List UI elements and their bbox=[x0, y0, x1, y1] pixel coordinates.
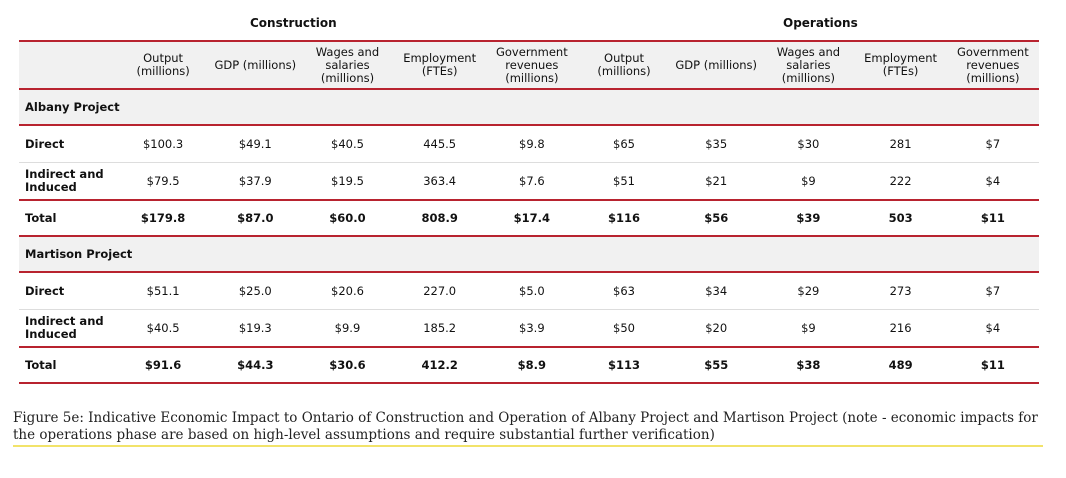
table-cell: 489 bbox=[855, 347, 947, 383]
table-cell: $9 bbox=[801, 174, 816, 188]
table-cell: $51 bbox=[613, 174, 635, 188]
table-cell: $179.8 bbox=[117, 200, 209, 236]
column-header: Employment (FTEs) bbox=[855, 41, 947, 89]
table-row bbox=[19, 163, 1039, 201]
table-cell: $30 bbox=[762, 125, 854, 163]
column-header: Wages and salaries (millions) bbox=[762, 41, 854, 89]
table-cell: $5.0 bbox=[486, 272, 578, 310]
table-cell: 227.0 bbox=[394, 272, 486, 310]
table-cell: $44.3 bbox=[209, 347, 301, 383]
economic-impact-table bbox=[19, 40, 1039, 384]
table-cell: $65 bbox=[578, 125, 670, 163]
table-cell: 273 bbox=[855, 272, 947, 310]
table-cell: $51.1 bbox=[117, 272, 209, 310]
table-cell: $7 bbox=[947, 125, 1039, 163]
table-cell: $60.0 bbox=[301, 200, 393, 236]
table-cell: $11 bbox=[947, 347, 1039, 383]
table-cell: $39 bbox=[762, 200, 854, 236]
row-label: Total bbox=[19, 347, 117, 383]
table-cell: $7 bbox=[947, 272, 1039, 310]
project-name: Martison Project bbox=[19, 236, 1039, 272]
table-cell: $29 bbox=[762, 272, 854, 310]
total-row bbox=[19, 200, 1039, 236]
table-cell: 216 bbox=[889, 321, 912, 335]
table-cell: $4 bbox=[985, 174, 1001, 188]
column-header: GDP (millions) bbox=[209, 41, 301, 89]
column-header: Employment (FTEs) bbox=[394, 41, 486, 89]
column-header: Government revenues (millions) bbox=[947, 41, 1039, 89]
column-header: GDP (millions) bbox=[670, 41, 762, 89]
column-header: Output (millions) bbox=[117, 41, 209, 89]
row-label: Indirect and Induced bbox=[25, 314, 104, 341]
table-cell: $91.6 bbox=[117, 347, 209, 383]
table-cell: $17.4 bbox=[486, 200, 578, 236]
construction-phase-heading: Construction bbox=[250, 16, 337, 30]
table-cell: $19.5 bbox=[331, 174, 364, 188]
table-cell: $79.5 bbox=[146, 174, 180, 188]
table-cell: $19.3 bbox=[238, 321, 272, 335]
row-label: Indirect and Induced bbox=[25, 167, 104, 194]
table-cell: $9 bbox=[801, 321, 816, 335]
project-section-row bbox=[19, 89, 1039, 125]
row-label: Total bbox=[19, 200, 117, 236]
table-cell: $3.9 bbox=[519, 321, 545, 335]
table-cell: $7.6 bbox=[519, 174, 545, 188]
table-cell: $40.5 bbox=[301, 125, 393, 163]
table-cell: $55 bbox=[670, 347, 762, 383]
table-cell: $20 bbox=[705, 321, 728, 335]
table-cell: 222 bbox=[889, 174, 912, 188]
table-cell: $9.8 bbox=[486, 125, 578, 163]
table-cell: $100.3 bbox=[117, 125, 209, 163]
table-cell: $49.1 bbox=[209, 125, 301, 163]
table-cell: 503 bbox=[855, 200, 947, 236]
table-cell: $56 bbox=[670, 200, 762, 236]
table-cell: 281 bbox=[855, 125, 947, 163]
table-cell: 445.5 bbox=[394, 125, 486, 163]
table-cell: $11 bbox=[947, 200, 1039, 236]
column-header: Wages and salaries (millions) bbox=[301, 41, 393, 89]
row-label: Direct bbox=[19, 125, 117, 163]
table-cell: 412.2 bbox=[394, 347, 486, 383]
column-header: Output (millions) bbox=[578, 41, 670, 89]
project-section-row bbox=[19, 236, 1039, 272]
table-cell: $113 bbox=[578, 347, 670, 383]
table-cell: $50 bbox=[613, 321, 635, 335]
table-cell: 808.9 bbox=[394, 200, 486, 236]
table-cell: $8.9 bbox=[486, 347, 578, 383]
row-label: Direct bbox=[19, 272, 117, 310]
total-row bbox=[19, 347, 1039, 383]
table-cell: 363.4 bbox=[423, 174, 457, 188]
table-cell: $21 bbox=[705, 174, 728, 188]
table-cell: $4 bbox=[985, 321, 1001, 335]
table-cell: $20.6 bbox=[301, 272, 393, 310]
figure-caption: Figure 5e: Indicative Economic Impact to Ontario of Construction and Operation of Albany Project and Martison Project (note - economic impacts for the operations phase are based on high-level assumptions and require substantial further verification) bbox=[13, 410, 1043, 447]
table-cell: $37.9 bbox=[238, 174, 272, 188]
table-cell: $40.5 bbox=[146, 321, 180, 335]
table-cell: $9.9 bbox=[334, 321, 361, 335]
header-row bbox=[19, 41, 1039, 89]
table-cell: 185.2 bbox=[423, 321, 457, 335]
table-cell: $35 bbox=[670, 125, 762, 163]
table-row bbox=[19, 310, 1039, 348]
table-cell: $38 bbox=[762, 347, 854, 383]
table-cell: $116 bbox=[578, 200, 670, 236]
table-cell: $34 bbox=[670, 272, 762, 310]
table-cell: $87.0 bbox=[209, 200, 301, 236]
column-header: Government revenues (millions) bbox=[486, 41, 578, 89]
table-cell: $30.6 bbox=[301, 347, 393, 383]
table-cell: $63 bbox=[578, 272, 670, 310]
table-row bbox=[19, 272, 1039, 310]
table-row bbox=[19, 125, 1039, 163]
project-name: Albany Project bbox=[19, 89, 1039, 125]
operations-phase-heading: Operations bbox=[783, 16, 858, 30]
column-header-label bbox=[19, 41, 117, 89]
table-cell: $25.0 bbox=[209, 272, 301, 310]
